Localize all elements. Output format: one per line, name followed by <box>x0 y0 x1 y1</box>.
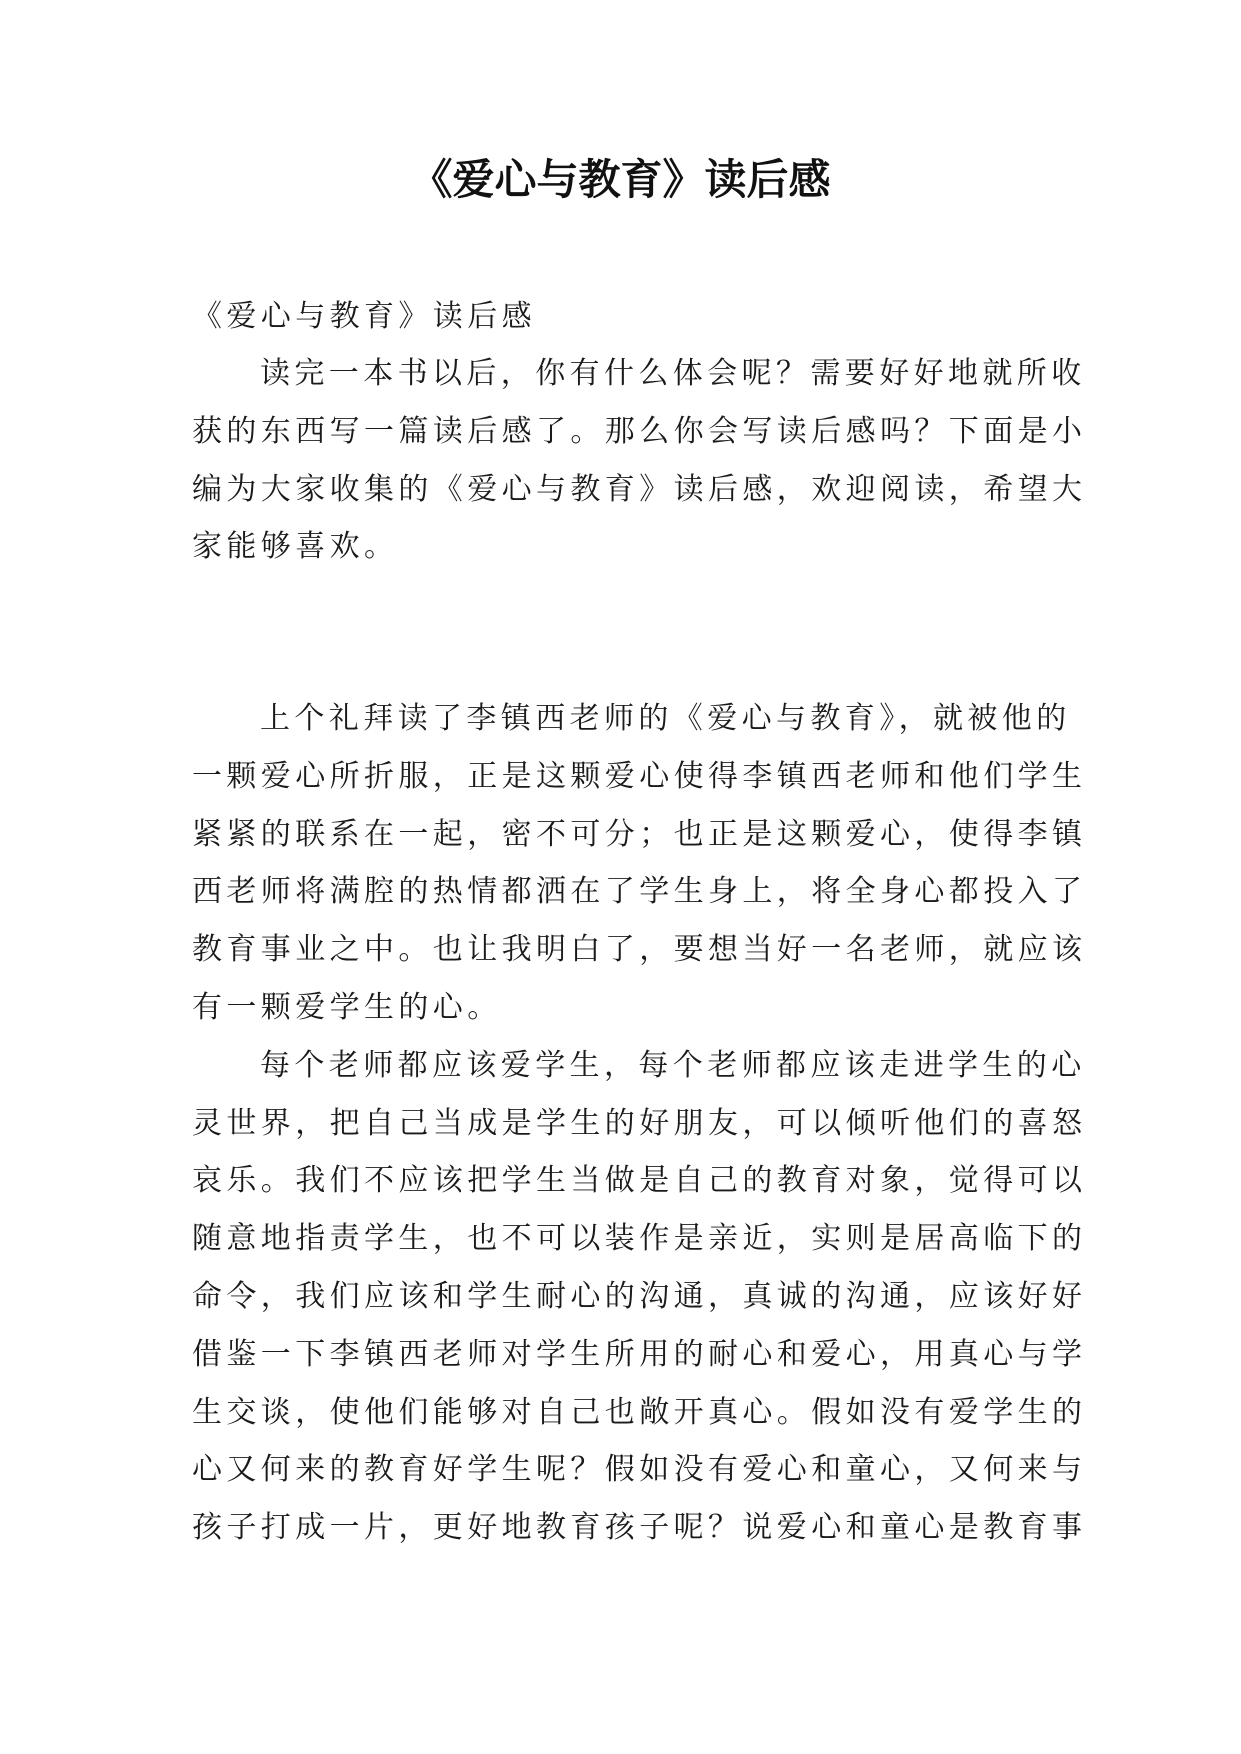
paragraph2-line: 借鉴一下李镇西老师对学生所用的耐心和爱心，用真心与学 <box>192 1336 1087 1372</box>
paragraph1-line: 教育事业之中。也让我明白了，要想当好一名老师，就应该 <box>192 932 1087 968</box>
paragraph2-line: 生交谈，使他们能够对自己也敞开真心。假如没有爱学生的 <box>192 1394 1087 1430</box>
intro-line: 家能够喜欢。 <box>192 529 399 565</box>
body-paragraphs <box>192 690 1087 1557</box>
document-title: 《爱心与教育》读后感 <box>410 155 831 204</box>
intro-paragraph <box>192 345 1087 576</box>
paragraph1-line: 紧紧的联系在一起，密不可分；也正是这颗爱心，使得李镇 <box>192 816 1087 852</box>
intro-line: 读完一本书以后，你有什么体会呢？需要好好地就所收 <box>260 356 1086 391</box>
paragraph2-line: 随意地指责学生，也不可以装作是亲近，实则是居高临下的 <box>192 1221 1087 1257</box>
paragraph2-line: 命令，我们应该和学生耐心的沟通，真诚的沟通，应该好好 <box>192 1278 1087 1314</box>
paragraph1-line: 一颗爱心所折服，正是这颗爱心使得李镇西老师和他们学生 <box>192 758 1087 794</box>
paragraph2-line: 灵世界，把自己当成是学生的好朋友，可以倾听他们的喜怒 <box>192 1105 1087 1141</box>
document-subtitle <box>192 288 1054 346</box>
intro-line: 获的东西写一篇读后感了。那么你会写读后感吗？下面是小 <box>192 413 1087 449</box>
intro-line: 编为大家收集的《爱心与教育》读后感，欢迎阅读，希望大 <box>192 471 1087 507</box>
subtitle-line: 《爱心与教育》读后感 <box>192 299 536 334</box>
paragraph2-line: 每个老师都应该爱学生，每个老师都应该走进学生的心 <box>260 1047 1086 1083</box>
paragraph1-line: 上个礼拜读了李镇西老师的《爱心与教育》，就被他的 <box>260 701 1071 736</box>
paragraph2-line: 哀乐。我们不应该把学生当做是自己的教育对象，觉得可以 <box>192 1163 1087 1199</box>
paragraph1-line: 有一颗爱学生的心。 <box>192 989 502 1025</box>
paragraph2-line: 孩子打成一片，更好地教育孩子呢？说爱心和童心是教育事 <box>192 1510 1087 1546</box>
paragraph1-line: 西老师将满腔的热情都洒在了学生身上，将全身心都投入了 <box>192 874 1087 910</box>
paragraph2-line: 心又何来的教育好学生呢？假如没有爱心和童心，又何来与 <box>192 1452 1087 1488</box>
